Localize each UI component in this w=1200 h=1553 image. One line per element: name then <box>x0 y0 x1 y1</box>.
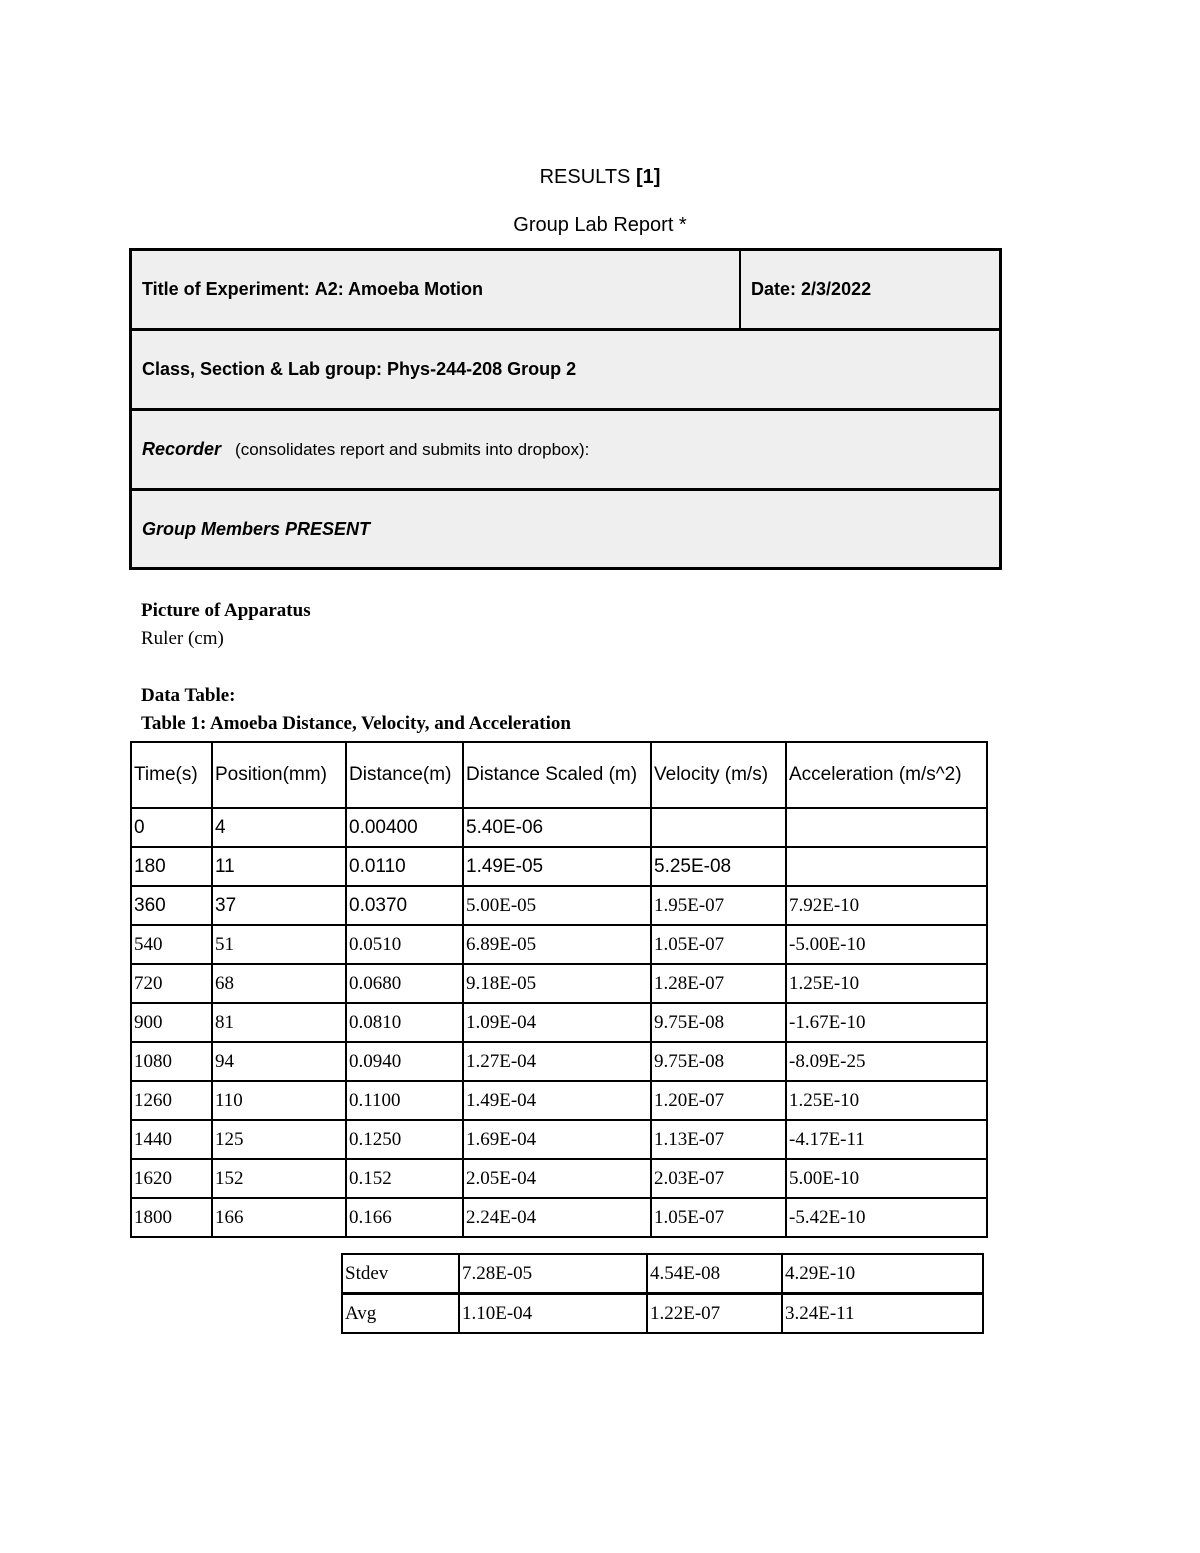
column-header: Distance(m) <box>346 742 463 808</box>
table-cell: 1080 <box>131 1042 212 1081</box>
experiment-title-label: Title of Experiment: <box>142 279 310 299</box>
table-cell: 1.28E-07 <box>651 964 786 1003</box>
table-cell: 0.152 <box>346 1159 463 1198</box>
table-cell: 1.69E-04 <box>463 1120 651 1159</box>
table-cell: 180 <box>131 847 212 886</box>
table-cell: -5.00E-10 <box>786 925 987 964</box>
summary-cell: 4.54E-08 <box>647 1254 782 1294</box>
results-label: RESULTS <box>539 166 631 188</box>
table-cell: 4 <box>212 808 346 847</box>
group-members-label: Group Members PRESENT <box>142 518 371 539</box>
table-cell: 1.49E-04 <box>463 1081 651 1120</box>
column-header: Acceleration (m/s^2) <box>786 742 987 808</box>
table-cell: -4.17E-11 <box>786 1120 987 1159</box>
table-cell: 9.75E-08 <box>651 1003 786 1042</box>
table-cell: 11 <box>212 847 346 886</box>
results-reference: [1] <box>635 166 661 188</box>
group-members-row <box>132 491 999 567</box>
experiment-title-value: A2: Amoeba Motion <box>314 279 484 299</box>
table-cell: 1.05E-07 <box>651 925 786 964</box>
data-table <box>130 741 988 1238</box>
date-label: Date: <box>751 279 797 299</box>
data-table-heading: Data Table: <box>141 685 236 706</box>
table-cell: 5.25E-08 <box>651 847 786 886</box>
summary-cell: 1.10E-04 <box>459 1294 647 1334</box>
summary-table <box>341 1253 984 1334</box>
table-cell: 0.0810 <box>346 1003 463 1042</box>
table-cell: 6.89E-05 <box>463 925 651 964</box>
table-cell: 0.166 <box>346 1198 463 1237</box>
table-row <box>131 808 987 847</box>
table-cell: 1.09E-04 <box>463 1003 651 1042</box>
table-cell: -1.67E-10 <box>786 1003 987 1042</box>
class-section-value: Phys-244-208 Group 2 <box>387 359 577 379</box>
table-cell: 37 <box>212 886 346 925</box>
recorder-label: Recorder <box>142 439 222 459</box>
table-cell <box>786 808 987 847</box>
table-cell: 1.95E-07 <box>651 886 786 925</box>
summary-cell: 3.24E-11 <box>782 1294 983 1334</box>
table-cell <box>786 847 987 886</box>
table-cell: 0.0680 <box>346 964 463 1003</box>
table-header-row <box>131 742 987 808</box>
summary-cell: 7.28E-05 <box>459 1254 647 1294</box>
table-row <box>131 925 987 964</box>
table-cell: 152 <box>212 1159 346 1198</box>
table-cell: 1620 <box>131 1159 212 1198</box>
table-cell: 1440 <box>131 1120 212 1159</box>
table-cell: -5.42E-10 <box>786 1198 987 1237</box>
apparatus-text: Ruler (cm) <box>141 628 224 649</box>
table-cell: 0.0110 <box>346 847 463 886</box>
table-cell: 94 <box>212 1042 346 1081</box>
report-subtitle: Group Lab Report * <box>513 214 687 236</box>
table-cell: 9.18E-05 <box>463 964 651 1003</box>
table-row <box>131 1159 987 1198</box>
table-cell: 1.49E-05 <box>463 847 651 886</box>
summary-label: Avg <box>342 1294 459 1334</box>
column-header: Velocity (m/s) <box>651 742 786 808</box>
experiment-info-box <box>129 248 1002 570</box>
date-cell <box>741 251 999 328</box>
table-cell: 1.05E-07 <box>651 1198 786 1237</box>
column-header: Position(mm) <box>212 742 346 808</box>
date-value: 2/3/2022 <box>801 279 872 299</box>
table-row <box>131 1120 987 1159</box>
class-section-label: Class, Section & Lab group: <box>142 359 383 379</box>
table-cell: 5.00E-10 <box>786 1159 987 1198</box>
summary-row <box>342 1294 983 1334</box>
table-cell: 540 <box>131 925 212 964</box>
table-cell: 1.27E-04 <box>463 1042 651 1081</box>
apparatus-heading: Picture of Apparatus <box>141 600 311 621</box>
summary-label: Stdev <box>342 1254 459 1294</box>
table-cell: 166 <box>212 1198 346 1237</box>
table-cell: 0 <box>131 808 212 847</box>
table-cell: 125 <box>212 1120 346 1159</box>
table-cell: 7.92E-10 <box>786 886 987 925</box>
table-row <box>131 886 987 925</box>
table-caption: Table 1: Amoeba Distance, Velocity, and Acceleration <box>141 713 571 734</box>
table-cell: 9.75E-08 <box>651 1042 786 1081</box>
table-cell: 68 <box>212 964 346 1003</box>
table-row <box>131 1042 987 1081</box>
table-cell: 5.40E-06 <box>463 808 651 847</box>
table-cell: 1.25E-10 <box>786 964 987 1003</box>
table-cell <box>651 808 786 847</box>
table-cell: 2.24E-04 <box>463 1198 651 1237</box>
column-header: Time(s) <box>131 742 212 808</box>
table-cell: 0.0940 <box>346 1042 463 1081</box>
table-row <box>131 1003 987 1042</box>
table-cell: 81 <box>212 1003 346 1042</box>
table-row <box>131 847 987 886</box>
table-cell: 0.1100 <box>346 1081 463 1120</box>
table-cell: 360 <box>131 886 212 925</box>
summary-row <box>342 1254 983 1294</box>
table-cell: 0.0510 <box>346 925 463 964</box>
summary-cell: 4.29E-10 <box>782 1254 983 1294</box>
table-row <box>131 1198 987 1237</box>
column-header: Distance Scaled (m) <box>463 742 651 808</box>
table-cell: 1800 <box>131 1198 212 1237</box>
table-cell: 1.13E-07 <box>651 1120 786 1159</box>
recorder-row <box>132 411 999 491</box>
class-section-row <box>132 331 999 411</box>
table-cell: 2.03E-07 <box>651 1159 786 1198</box>
table-cell: 2.05E-04 <box>463 1159 651 1198</box>
results-heading <box>0 166 1200 189</box>
table-cell: 0.00400 <box>346 808 463 847</box>
table-cell: 720 <box>131 964 212 1003</box>
table-cell: 1260 <box>131 1081 212 1120</box>
table-cell: 1.25E-10 <box>786 1081 987 1120</box>
table-cell: 51 <box>212 925 346 964</box>
recorder-note: (consolidates report and submits into dropbox): <box>235 439 590 459</box>
table-cell: 900 <box>131 1003 212 1042</box>
table-row <box>131 964 987 1003</box>
title-date-row <box>132 251 999 331</box>
table-cell: -8.09E-25 <box>786 1042 987 1081</box>
table-cell: 5.00E-05 <box>463 886 651 925</box>
table-cell: 110 <box>212 1081 346 1120</box>
table-cell: 0.0370 <box>346 886 463 925</box>
table-row <box>131 1081 987 1120</box>
experiment-title-cell <box>132 251 741 328</box>
table-cell: 0.1250 <box>346 1120 463 1159</box>
table-cell: 1.20E-07 <box>651 1081 786 1120</box>
summary-cell: 1.22E-07 <box>647 1294 782 1334</box>
